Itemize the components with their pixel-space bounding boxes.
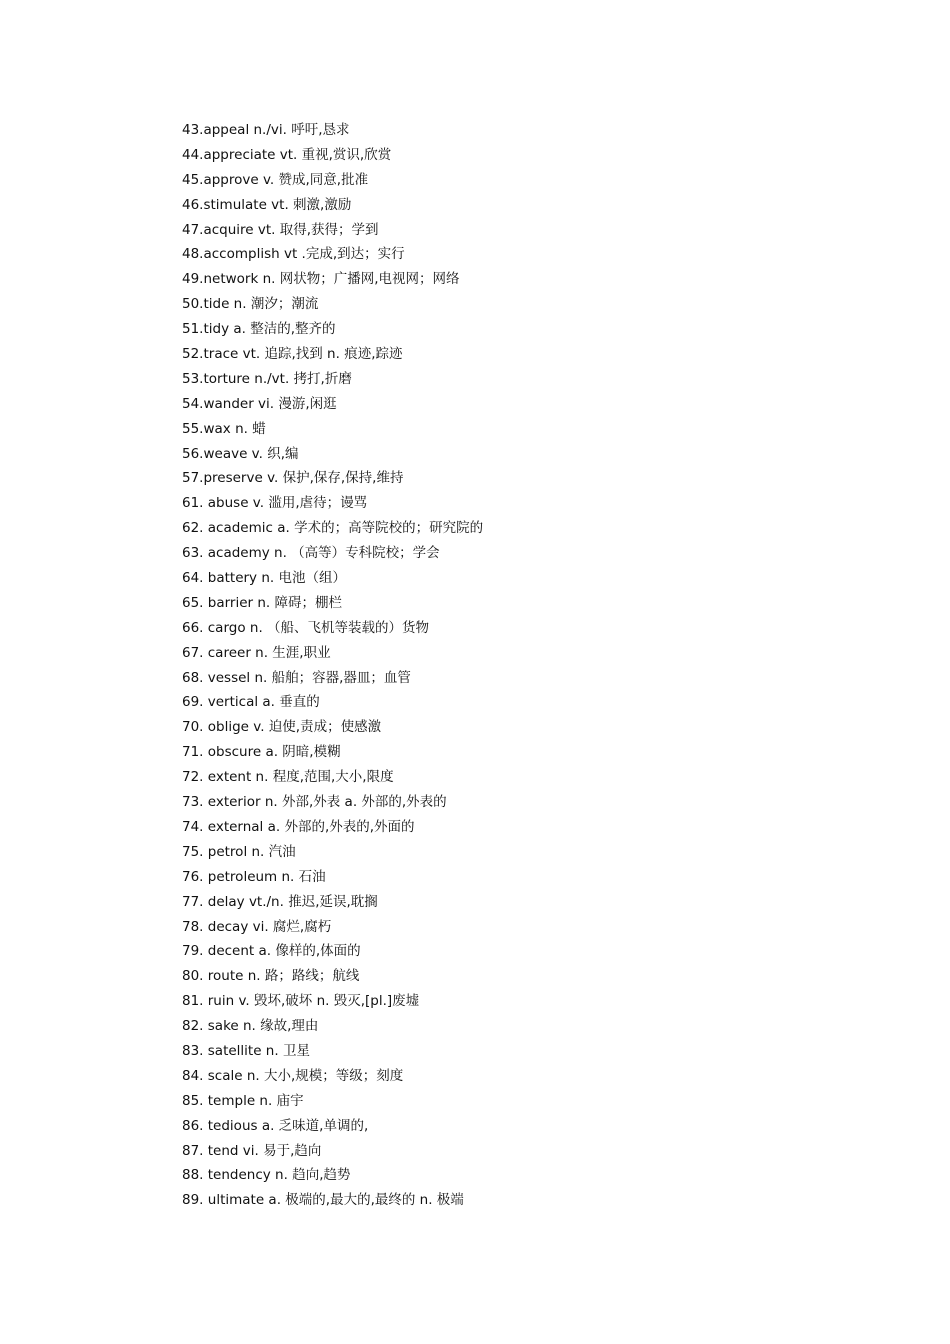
vocab-entry: 50.tide n. 潮汐；潮流 (182, 296, 319, 313)
vocabulary-list (182, 119, 882, 1214)
vocab-entry: 73. exterior n. 外部,外表 a. 外部的,外表的 (182, 794, 447, 811)
vocab-entry: 84. scale n. 大小,规模；等级；刻度 (182, 1067, 404, 1084)
vocab-entry: 52.trace vt. 追踪,找到 n. 痕迹,踪迹 (182, 346, 403, 363)
vocab-entry: 83. satellite n. 卫星 (182, 1042, 310, 1059)
vocab-entry: 80. route n. 路；路线；航线 (182, 968, 360, 985)
vocab-entry: 79. decent a. 像样的,体面的 (182, 943, 361, 960)
vocab-entry: 53.torture n./vt. 拷打,折磨 (182, 370, 352, 387)
vocab-entry: 85. temple n. 庙宇 (182, 1092, 304, 1109)
vocab-entry: 68. vessel n. 船舶；容器,器皿；血管 (182, 669, 411, 686)
vocab-entry: 61. abuse v. 滥用,虐待；谩骂 (182, 495, 368, 512)
vocab-entry: 67. career n. 生涯,职业 (182, 644, 331, 661)
vocab-entry: 44.appreciate vt. 重视,赏识,欣赏 (182, 146, 392, 163)
vocab-entry: 88. tendency n. 趋向,趋势 (182, 1167, 351, 1184)
vocab-entry: 70. oblige v. 迫使,责成；使感激 (182, 719, 382, 736)
vocab-entry: 87. tend vi. 易于,趋向 (182, 1142, 322, 1159)
vocab-entry: 56.weave v. 织,编 (182, 445, 299, 462)
vocab-entry: 65. barrier n. 障碍；棚栏 (182, 594, 343, 611)
vocab-entry: 45.approve v. 赞成,同意,批准 (182, 171, 369, 188)
vocab-entry: 77. delay vt./n. 推迟,延误,耽搁 (182, 893, 378, 910)
vocab-entry: 47.acquire vt. 取得,获得；学到 (182, 221, 379, 238)
vocab-entry: 89. ultimate a. 极端的,最大的,最终的 n. 极端 (182, 1192, 464, 1209)
vocab-entry: 69. vertical a. 垂直的 (182, 694, 320, 711)
vocab-entry: 82. sake n. 缘故,理由 (182, 1018, 319, 1035)
vocab-entry: 64. battery n. 电池（组） (182, 570, 346, 587)
vocab-entry: 62. academic a. 学术的；高等院校的；研究院的 (182, 520, 484, 537)
vocab-entry: 51.tidy a. 整洁的,整齐的 (182, 321, 336, 338)
vocab-entry: 78. decay vi. 腐烂,腐朽 (182, 918, 332, 935)
vocab-entry: 46.stimulate vt. 刺激,激励 (182, 196, 352, 213)
vocab-entry: 49.network n. 网状物；广播网,电视网；网络 (182, 271, 460, 288)
vocab-entry: 76. petroleum n. 石油 (182, 868, 326, 885)
vocab-entry: 74. external a. 外部的,外表的,外面的 (182, 818, 415, 835)
vocab-entry: 54.wander vi. 漫游,闲逛 (182, 395, 337, 412)
vocab-entry: 86. tedious a. 乏味道,单调的, (182, 1117, 369, 1134)
vocab-entry: 43.appeal n./vi. 呼吁,恳求 (182, 122, 350, 138)
vocab-entry: 57.preserve v. 保护,保存,保持,维持 (182, 470, 404, 487)
vocab-entry: 81. ruin v. 毁坏,破坏 n. 毁灭,[pl.]废墟 (182, 993, 420, 1010)
vocab-entry: 55.wax n. 蜡 (182, 420, 266, 437)
vocab-entry: 72. extent n. 程度,范围,大小,限度 (182, 769, 394, 786)
vocab-entry: 75. petrol n. 汽油 (182, 843, 296, 860)
vocab-entry: 71. obscure a. 阴暗,模糊 (182, 744, 341, 761)
vocab-entry: 63. academy n. （高等）专科院校；学会 (182, 545, 440, 562)
vocab-entry: 48.accomplish vt .完成,到达；实行 (182, 246, 405, 263)
vocab-entry: 66. cargo n. （船、飞机等装载的）货物 (182, 619, 430, 636)
